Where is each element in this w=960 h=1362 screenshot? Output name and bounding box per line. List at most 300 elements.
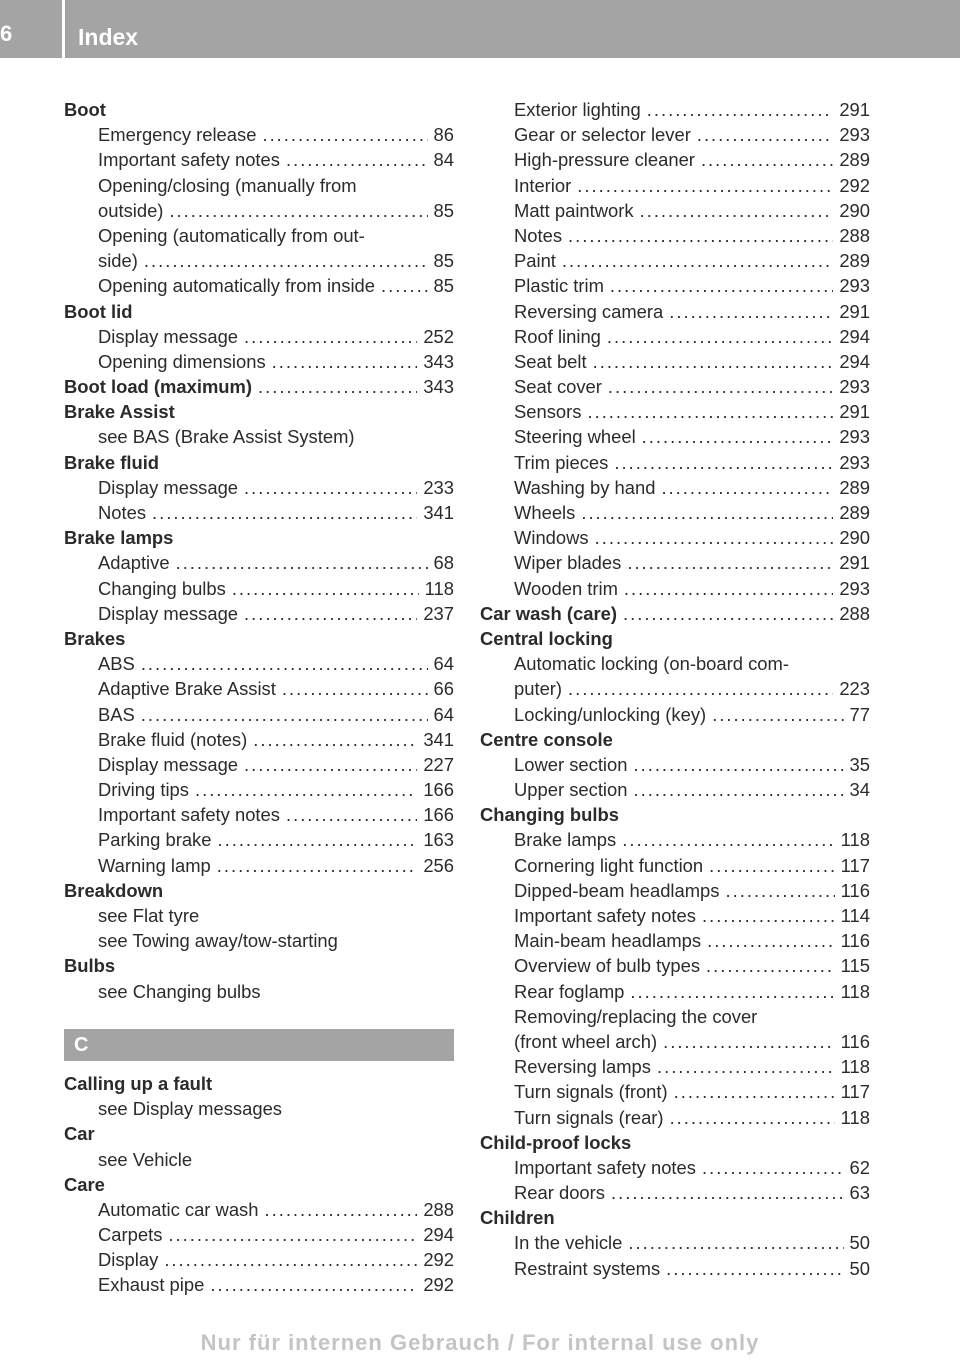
dot-leader xyxy=(670,1105,835,1130)
page-reference: 252 xyxy=(423,325,454,347)
entry-label: Opening automatically from inside xyxy=(98,275,376,297)
dot-leader xyxy=(611,1180,844,1205)
entry-label: Display message xyxy=(98,476,239,498)
page-reference: 291 xyxy=(839,300,870,322)
index-subentry xyxy=(64,1197,454,1222)
page-reference: 85 xyxy=(433,250,454,272)
dot-leader xyxy=(663,1029,835,1054)
index-subentry xyxy=(480,903,870,928)
entry-label: Locking/unlocking (key) xyxy=(514,703,707,725)
dot-leader xyxy=(647,97,834,122)
page-number xyxy=(0,0,62,58)
index-subentry xyxy=(64,1222,454,1247)
entry-label: BAS xyxy=(98,703,135,725)
dot-leader xyxy=(624,576,833,601)
dot-leader xyxy=(610,273,833,298)
page-reference: 86 xyxy=(433,124,454,146)
entry-label: Gear or selector lever xyxy=(514,124,691,146)
dot-leader xyxy=(657,1054,835,1079)
entry-label: Important safety notes xyxy=(98,804,280,826)
index-subentry xyxy=(480,1155,870,1180)
index-keyword: Calling up a fault xyxy=(64,1072,213,1094)
index-subentry xyxy=(64,676,454,701)
dot-leader xyxy=(702,903,835,928)
dot-leader xyxy=(628,1230,843,1255)
dot-leader xyxy=(712,702,843,727)
index-subentry-text: Opening/closing (manually from xyxy=(98,174,357,196)
index-subentry xyxy=(64,752,454,777)
page-reference: 292 xyxy=(423,1249,454,1271)
index-keyword: Children xyxy=(480,1207,555,1229)
index-subentry-text: see Display messages xyxy=(98,1098,282,1120)
index-subentry xyxy=(64,349,454,374)
index-keyword-entry xyxy=(480,601,870,626)
page-reference: 118 xyxy=(840,1056,870,1078)
index-keyword: Child-proof locks xyxy=(480,1131,632,1153)
index-subentry xyxy=(64,802,454,827)
index-subentry xyxy=(480,424,870,449)
dot-leader xyxy=(623,601,833,626)
section-spacer xyxy=(64,1004,454,1029)
dot-leader xyxy=(244,601,417,626)
page-reference: 343 xyxy=(423,376,454,398)
entry-label: Cornering light function xyxy=(514,854,704,876)
entry-label: Display message xyxy=(98,753,239,775)
entry-label: Turn signals (front) xyxy=(514,1081,668,1103)
entry-label: Reversing lamps xyxy=(514,1056,651,1078)
entry-label: Exterior lighting xyxy=(514,99,641,120)
page-reference: 66 xyxy=(433,678,454,700)
page-number-text: 6 xyxy=(0,21,13,46)
index-subentry xyxy=(480,827,870,852)
page-reference: 288 xyxy=(839,224,870,246)
page-reference: 118 xyxy=(424,577,454,599)
page-reference: 64 xyxy=(433,703,454,725)
entry-label: Driving tips xyxy=(98,779,189,801)
index-subentry xyxy=(64,702,454,727)
page-reference: 63 xyxy=(849,1182,870,1204)
dot-leader xyxy=(568,223,833,248)
entry-label: Brake lamps xyxy=(514,829,617,851)
page-reference: 343 xyxy=(423,350,454,372)
index-subentry-text: see Flat tyre xyxy=(98,905,200,926)
index-subentry xyxy=(64,248,454,273)
entry-label: Interior xyxy=(514,174,572,196)
page-reference: 117 xyxy=(840,1081,870,1103)
index-subentry xyxy=(480,1180,870,1205)
index-subentry xyxy=(480,475,870,500)
page-reference: 294 xyxy=(423,1224,454,1246)
entry-label: Exhaust pipe xyxy=(98,1274,205,1296)
dot-leader xyxy=(152,500,417,525)
dot-leader xyxy=(587,399,833,424)
entry-label: Steering wheel xyxy=(514,426,636,448)
index-subentry xyxy=(480,299,870,324)
entry-label: Seat cover xyxy=(514,376,602,398)
index-keyword: Brakes xyxy=(64,627,126,649)
page-reference: 290 xyxy=(839,527,870,549)
page-reference: 289 xyxy=(839,476,870,498)
entry-label: Turn signals (rear) xyxy=(514,1106,664,1128)
entry-label: Warning lamp xyxy=(98,854,211,876)
index-subentry xyxy=(480,853,870,878)
entry-label: (front wheel arch) xyxy=(514,1030,658,1052)
page-reference: 115 xyxy=(840,955,870,977)
index-subentry xyxy=(480,500,870,525)
index-keyword: Changing bulbs xyxy=(480,804,619,826)
index-keyword: Centre console xyxy=(480,728,613,750)
page-reference: 223 xyxy=(839,678,870,700)
page-reference: 62 xyxy=(849,1156,870,1178)
index-subentry xyxy=(64,500,454,525)
dot-leader xyxy=(593,349,834,374)
page-reference: 294 xyxy=(839,350,870,372)
index-keyword: Care xyxy=(64,1173,105,1195)
page-reference: 292 xyxy=(423,1274,454,1296)
dot-leader xyxy=(272,349,418,374)
index-subentry-text: Removing/replacing the cover xyxy=(514,1005,758,1027)
index-subentry-text: Automatic locking (on-board com- xyxy=(514,653,789,675)
page-reference: 118 xyxy=(840,1106,870,1128)
entry-label: High-pressure cleaner xyxy=(514,149,695,171)
entry-label: Roof lining xyxy=(514,325,601,347)
page-header xyxy=(0,0,960,58)
index-subentry xyxy=(480,676,870,701)
dot-leader xyxy=(253,727,417,752)
index-subentry-text: see Changing bulbs xyxy=(98,980,261,1002)
page-reference: 291 xyxy=(839,99,870,120)
dot-leader xyxy=(707,928,835,953)
page-reference: 118 xyxy=(840,829,870,851)
entry-label: Restraint systems xyxy=(514,1257,661,1279)
index-subentry xyxy=(480,550,870,575)
dot-leader xyxy=(622,827,834,852)
entry-label: Dipped-beam headlamps xyxy=(514,879,720,901)
index-subentry xyxy=(480,702,870,727)
index-subentry xyxy=(480,97,870,122)
index-subentry xyxy=(64,601,454,626)
entry-label: Parking brake xyxy=(98,829,212,851)
page-reference: 290 xyxy=(839,199,870,221)
index-keyword: Brake Assist xyxy=(64,401,175,423)
entry-label: In the vehicle xyxy=(514,1232,623,1254)
dot-leader xyxy=(581,500,833,525)
entry-label: Seat belt xyxy=(514,350,587,372)
index-subentry-text: see BAS (Brake Assist System) xyxy=(98,426,355,448)
dot-leader xyxy=(176,550,428,575)
dot-leader xyxy=(697,122,833,147)
dot-leader xyxy=(630,979,834,1004)
page-reference: 163 xyxy=(423,829,454,851)
entry-label: Wiper blades xyxy=(514,552,622,574)
index-subentry xyxy=(480,399,870,424)
dot-leader xyxy=(244,324,417,349)
entry-label: Wheels xyxy=(514,502,576,523)
dot-leader xyxy=(210,1272,417,1297)
index-keyword-entry xyxy=(64,374,454,399)
index-subentry xyxy=(480,752,870,777)
entry-label: Adaptive Brake Assist xyxy=(98,678,276,700)
dot-leader xyxy=(141,702,428,727)
index-subentry xyxy=(64,853,454,878)
dot-leader xyxy=(286,147,428,172)
index-subentry xyxy=(64,198,454,223)
dot-leader xyxy=(244,752,417,777)
dot-leader xyxy=(262,122,427,147)
index-subentry xyxy=(480,525,870,550)
page-reference: 114 xyxy=(840,905,870,926)
page-reference: 85 xyxy=(433,199,454,221)
dot-leader xyxy=(144,248,428,273)
dot-leader xyxy=(674,1079,835,1104)
page-reference: 341 xyxy=(423,728,454,750)
index-subentry xyxy=(480,1079,870,1104)
index-subentry xyxy=(480,374,870,399)
entry-label: Boot load (maximum) xyxy=(64,376,253,398)
page-reference: 293 xyxy=(839,124,870,146)
entry-label: Wooden trim xyxy=(514,577,618,599)
page-reference: 256 xyxy=(423,854,454,876)
page-reference: 85 xyxy=(433,275,454,297)
page-reference: 288 xyxy=(839,602,870,624)
entry-label: Brake fluid (notes) xyxy=(98,728,248,750)
index-subentry xyxy=(64,550,454,575)
dot-leader xyxy=(577,173,833,198)
dot-leader xyxy=(633,752,843,777)
index-subentry xyxy=(480,248,870,273)
index-subentry xyxy=(480,979,870,1004)
page-reference: 293 xyxy=(839,376,870,398)
entry-label: Matt paintwork xyxy=(514,199,634,221)
dot-leader xyxy=(562,248,833,273)
entry-label: Sensors xyxy=(514,401,582,423)
dot-leader xyxy=(706,953,835,978)
entry-label: Notes xyxy=(98,502,147,523)
entry-label: Opening dimensions xyxy=(98,350,266,372)
page-reference: 50 xyxy=(849,1257,870,1279)
entry-label: Notes xyxy=(514,224,563,246)
page-reference: 341 xyxy=(423,502,454,523)
dot-leader xyxy=(595,525,834,550)
dot-leader xyxy=(258,374,417,399)
index-subentry xyxy=(480,450,870,475)
page-reference: 292 xyxy=(839,174,870,196)
footer-watermark: Nur für internen Gebrauch / For internal use only xyxy=(200,1330,760,1355)
index-keyword: Central locking xyxy=(480,627,613,649)
page-reference: 35 xyxy=(849,753,870,775)
index-subentry xyxy=(480,1256,870,1281)
page-reference: 233 xyxy=(423,476,454,498)
dot-leader xyxy=(264,1197,417,1222)
dot-leader xyxy=(709,853,835,878)
index-subentry-text: Opening (automatically from out- xyxy=(98,224,365,246)
dot-leader xyxy=(702,1155,844,1180)
page-reference: 34 xyxy=(849,779,870,801)
index-keyword: Bulbs xyxy=(64,955,116,977)
page-title: Index xyxy=(78,24,139,50)
index-subentry xyxy=(480,173,870,198)
index-keyword: Brake fluid xyxy=(64,451,160,473)
dot-leader xyxy=(642,424,834,449)
dot-leader xyxy=(169,198,427,223)
page-reference: 227 xyxy=(423,753,454,775)
dot-leader xyxy=(608,374,833,399)
index-subentry xyxy=(480,122,870,147)
page-reference: 50 xyxy=(849,1232,870,1254)
entry-label: Upper section xyxy=(514,779,628,801)
index-subentry xyxy=(480,1029,870,1054)
entry-label: Important safety notes xyxy=(514,905,696,926)
entry-label: ABS xyxy=(98,653,135,675)
index-subentry xyxy=(64,475,454,500)
dot-leader xyxy=(627,550,833,575)
index-keyword: Boot lid xyxy=(64,300,133,322)
index-subentry xyxy=(64,1272,454,1297)
page-reference: 116 xyxy=(840,930,870,952)
entry-label: Overview of bulb types xyxy=(514,955,701,977)
index-subentry xyxy=(64,576,454,601)
page-reference: 84 xyxy=(433,149,454,171)
dot-leader xyxy=(381,273,428,298)
entry-label: Adaptive xyxy=(98,552,170,574)
dot-leader xyxy=(232,576,419,601)
entry-label: Display message xyxy=(98,602,239,624)
page-reference: 293 xyxy=(839,426,870,448)
index-subentry xyxy=(480,576,870,601)
page-reference: 68 xyxy=(433,552,454,574)
dot-leader xyxy=(282,676,428,701)
entry-label: outside) xyxy=(98,199,164,221)
page-reference: 289 xyxy=(839,149,870,171)
page-reference: 77 xyxy=(849,703,870,725)
dot-leader xyxy=(286,802,417,827)
index-subentry xyxy=(480,1054,870,1079)
entry-label: Automatic car wash xyxy=(98,1198,259,1220)
dot-leader xyxy=(195,777,417,802)
dot-leader xyxy=(168,1222,417,1247)
page-reference: 293 xyxy=(839,451,870,473)
index-subentry xyxy=(64,122,454,147)
entry-label: Display xyxy=(98,1249,159,1271)
dot-leader xyxy=(217,827,417,852)
index-subentry xyxy=(64,1247,454,1272)
entry-label: Main-beam headlamps xyxy=(514,930,702,952)
index-subentry xyxy=(64,827,454,852)
dot-leader xyxy=(669,299,833,324)
page-reference: 291 xyxy=(839,401,870,423)
index-subentry xyxy=(480,953,870,978)
index-subentry xyxy=(480,1230,870,1255)
index-subentry xyxy=(480,1105,870,1130)
page-reference: 64 xyxy=(433,653,454,675)
entry-label: Plastic trim xyxy=(514,275,604,297)
entry-label: Lower section xyxy=(514,753,628,775)
entry-label: Important safety notes xyxy=(514,1156,696,1178)
index-letter-heading: C xyxy=(64,1029,454,1061)
entry-label: Windows xyxy=(514,527,589,549)
index-keyword: Brake lamps xyxy=(64,527,174,549)
index-subentry xyxy=(480,928,870,953)
dot-leader xyxy=(726,878,835,903)
page-reference: 118 xyxy=(840,980,870,1002)
dot-leader xyxy=(614,450,833,475)
entry-label: Trim pieces xyxy=(514,451,609,473)
index-subentry xyxy=(480,349,870,374)
entry-label: Carpets xyxy=(98,1224,163,1246)
index-keyword: Car xyxy=(64,1123,95,1145)
dot-leader xyxy=(244,475,417,500)
dot-leader xyxy=(640,198,834,223)
entry-label: Emergency release xyxy=(98,124,257,146)
dot-leader xyxy=(217,853,418,878)
page-reference: 116 xyxy=(840,879,870,901)
entry-label: Important safety notes xyxy=(98,149,280,171)
index-subentry xyxy=(480,147,870,172)
index-subentry xyxy=(480,198,870,223)
index-subentry xyxy=(64,324,454,349)
index-subentry xyxy=(480,878,870,903)
index-subentry xyxy=(480,223,870,248)
entry-label: Changing bulbs xyxy=(98,577,226,599)
dot-leader xyxy=(141,651,428,676)
index-subentry xyxy=(64,273,454,298)
page-reference: 289 xyxy=(839,250,870,272)
index-subentry xyxy=(64,147,454,172)
page-reference: 117 xyxy=(840,854,870,876)
header-separator xyxy=(62,0,65,58)
entry-label: Car wash (care) xyxy=(480,602,617,624)
dot-leader xyxy=(607,324,833,349)
index-subentry xyxy=(480,273,870,298)
entry-label: Paint xyxy=(514,250,556,272)
dot-leader xyxy=(661,475,833,500)
dot-leader xyxy=(164,1247,417,1272)
entry-label: Rear foglamp xyxy=(514,980,625,1002)
page-reference: 237 xyxy=(423,602,454,624)
entry-label: puter) xyxy=(514,678,563,700)
index-subentry-text: see Vehicle xyxy=(98,1148,193,1170)
dot-leader xyxy=(568,676,833,701)
index-subentry-text: see Towing away/tow-starting xyxy=(98,930,338,952)
page-reference: 291 xyxy=(839,552,870,574)
index-column-left xyxy=(64,97,454,1298)
page-reference: 294 xyxy=(839,325,870,347)
index-column-right xyxy=(480,97,870,1281)
dot-leader xyxy=(633,777,843,802)
index-keyword: Breakdown xyxy=(64,879,164,901)
index-subentry xyxy=(480,777,870,802)
entry-label: Display message xyxy=(98,325,239,347)
entry-label: Reversing camera xyxy=(514,300,664,322)
index-subentry xyxy=(64,777,454,802)
page-reference: 293 xyxy=(839,577,870,599)
page-reference: 116 xyxy=(840,1030,870,1052)
entry-label: side) xyxy=(98,250,138,272)
page-reference: 289 xyxy=(839,502,870,523)
page-reference: 166 xyxy=(423,804,454,826)
index-subentry xyxy=(64,651,454,676)
page-reference: 166 xyxy=(423,779,454,801)
dot-leader xyxy=(701,147,833,172)
entry-label: Washing by hand xyxy=(514,476,656,498)
entry-label: Rear doors xyxy=(514,1182,605,1204)
index-keyword: Boot xyxy=(64,99,106,120)
index-subentry xyxy=(64,727,454,752)
dot-leader xyxy=(666,1256,843,1281)
page-reference: 288 xyxy=(423,1198,454,1220)
page-reference: 293 xyxy=(839,275,870,297)
index-subentry xyxy=(480,324,870,349)
